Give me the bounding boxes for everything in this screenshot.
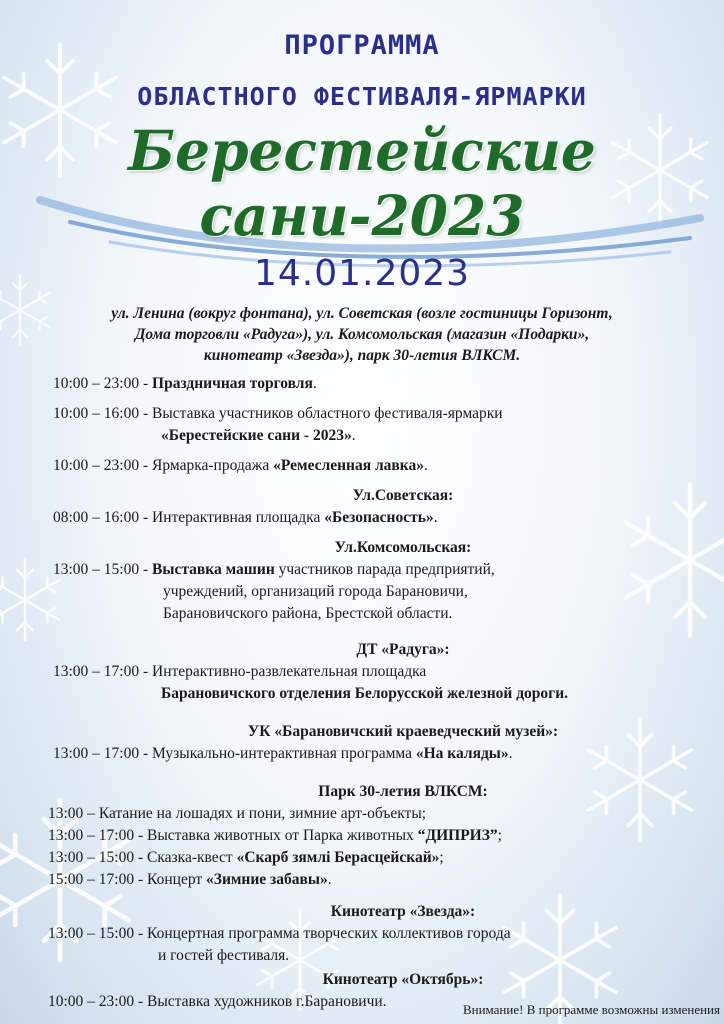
entry-time: 13:00 – 17:00 - [53, 663, 153, 680]
schedule-entry [53, 507, 693, 529]
entry-time: 10:00 – 23:00 - [53, 375, 153, 392]
entry-time: 13:00 – 17:00 - [53, 745, 153, 762]
entry-text: Музыкально-интерактивная программа «На каляды». [152, 745, 513, 762]
event-date: 14.01.2023 [253, 253, 471, 294]
schedule-entry [53, 455, 693, 477]
entry-text: учреждений, организаций города Барановичи, [163, 583, 468, 600]
entry-text: Интерактивная площадка «Безопасность». [152, 509, 438, 526]
entry-time: 13:00 – 17:00 - [48, 827, 148, 844]
venue-addresses [40, 303, 684, 366]
address-line: Дома торговли «Радуга»), ул. Комсомольская (магазин «Подарки», [134, 326, 590, 343]
entry-text: Барановичского отделения Белорусской железной дороги. [161, 685, 569, 702]
entry-text: Ярмарка-продажа «Ремесленная лавка». [152, 457, 428, 474]
section-heading: Кинотеатр «Октябрь»: [322, 971, 484, 988]
entry-time: 13:00 – 15:00 - [48, 925, 148, 942]
entry-time: 13:00 – 15:00 - [48, 849, 148, 866]
entry-text: «Берестейские сани - 2023». [161, 427, 356, 444]
entry-text: Выставка художников г.Барановичи. [147, 993, 387, 1010]
section-heading: Ул.Советская: [352, 487, 454, 504]
schedule-entry [48, 923, 693, 967]
entry-time: 15:00 – 17:00 - [48, 871, 148, 888]
entry-text: Концерт «Зимние забавы». [147, 871, 332, 888]
section-heading: Кинотеатр «Звезда»: [330, 903, 476, 920]
entry-text: Концертная программа творческих коллективов города [147, 925, 511, 942]
entry-time: 10:00 – 16:00 - [53, 405, 153, 422]
entry-text: Барановичского района, Брестской области. [163, 605, 453, 622]
change-notice: Внимание! В программе возможны изменения [462, 1002, 720, 1017]
entry-time: 10:00 – 23:00 - [48, 993, 148, 1010]
entry-text: Праздничная торговля. [152, 375, 317, 392]
schedule [48, 373, 693, 1013]
festival-subheading: ОБЛАСТНОГО ФЕСТИВАЛЯ-ЯРМАРКИ [137, 82, 587, 111]
address-line: кинотеатр «Звезда»), парк 30-летия ВЛКСМ. [203, 347, 521, 364]
entry-text: Сказка-квест «Скарб зямлі Берасцейскай»; [147, 849, 444, 866]
schedule-entry [48, 825, 693, 847]
entry-text: Выставка животных от Парка животных “ДИПРИЗ”; [147, 827, 502, 844]
schedule-entry [48, 803, 693, 825]
entry-time: 10:00 – 23:00 - [53, 457, 153, 474]
entry-time: 13:00 – [48, 805, 99, 822]
entry-text: Выставка участников областного фестиваля-ярмарки [152, 405, 503, 422]
program-heading: ПРОГРАММА [284, 30, 440, 61]
address-line: ул. Ленина (вокруг фонтана), ул. Советская (возле гостиницы Горизонт, [111, 305, 613, 322]
entry-time: 08:00 – 16:00 - [53, 509, 153, 526]
schedule-entry [48, 869, 693, 891]
schedule-entry [53, 559, 693, 625]
entry-text: и гостей фестиваля. [158, 947, 290, 964]
schedule-entry [53, 373, 693, 395]
entry-time: 13:00 – 15:00 - [53, 561, 153, 578]
schedule-entry [53, 743, 693, 765]
entry-text: Интерактивно-развлекательная площадка [152, 663, 427, 680]
schedule-entry [53, 403, 693, 447]
section-heading: УК «Барановичский краеведческий музей»: [247, 723, 559, 740]
section-heading: Ул.Комсомольская: [334, 539, 472, 556]
festival-title: Берестейские сани-2023 [128, 118, 596, 248]
section-heading: Парк 30-летия ВЛКСМ: [318, 783, 488, 800]
schedule-entry [48, 847, 693, 869]
schedule-entry [53, 661, 693, 705]
entry-text: Катание на лошадях и пони, зимние арт-объекты; [98, 805, 427, 822]
section-heading: ДТ «Радуга»: [356, 641, 450, 658]
entry-text: Выставка машин участников парада предприятий, [152, 561, 495, 578]
